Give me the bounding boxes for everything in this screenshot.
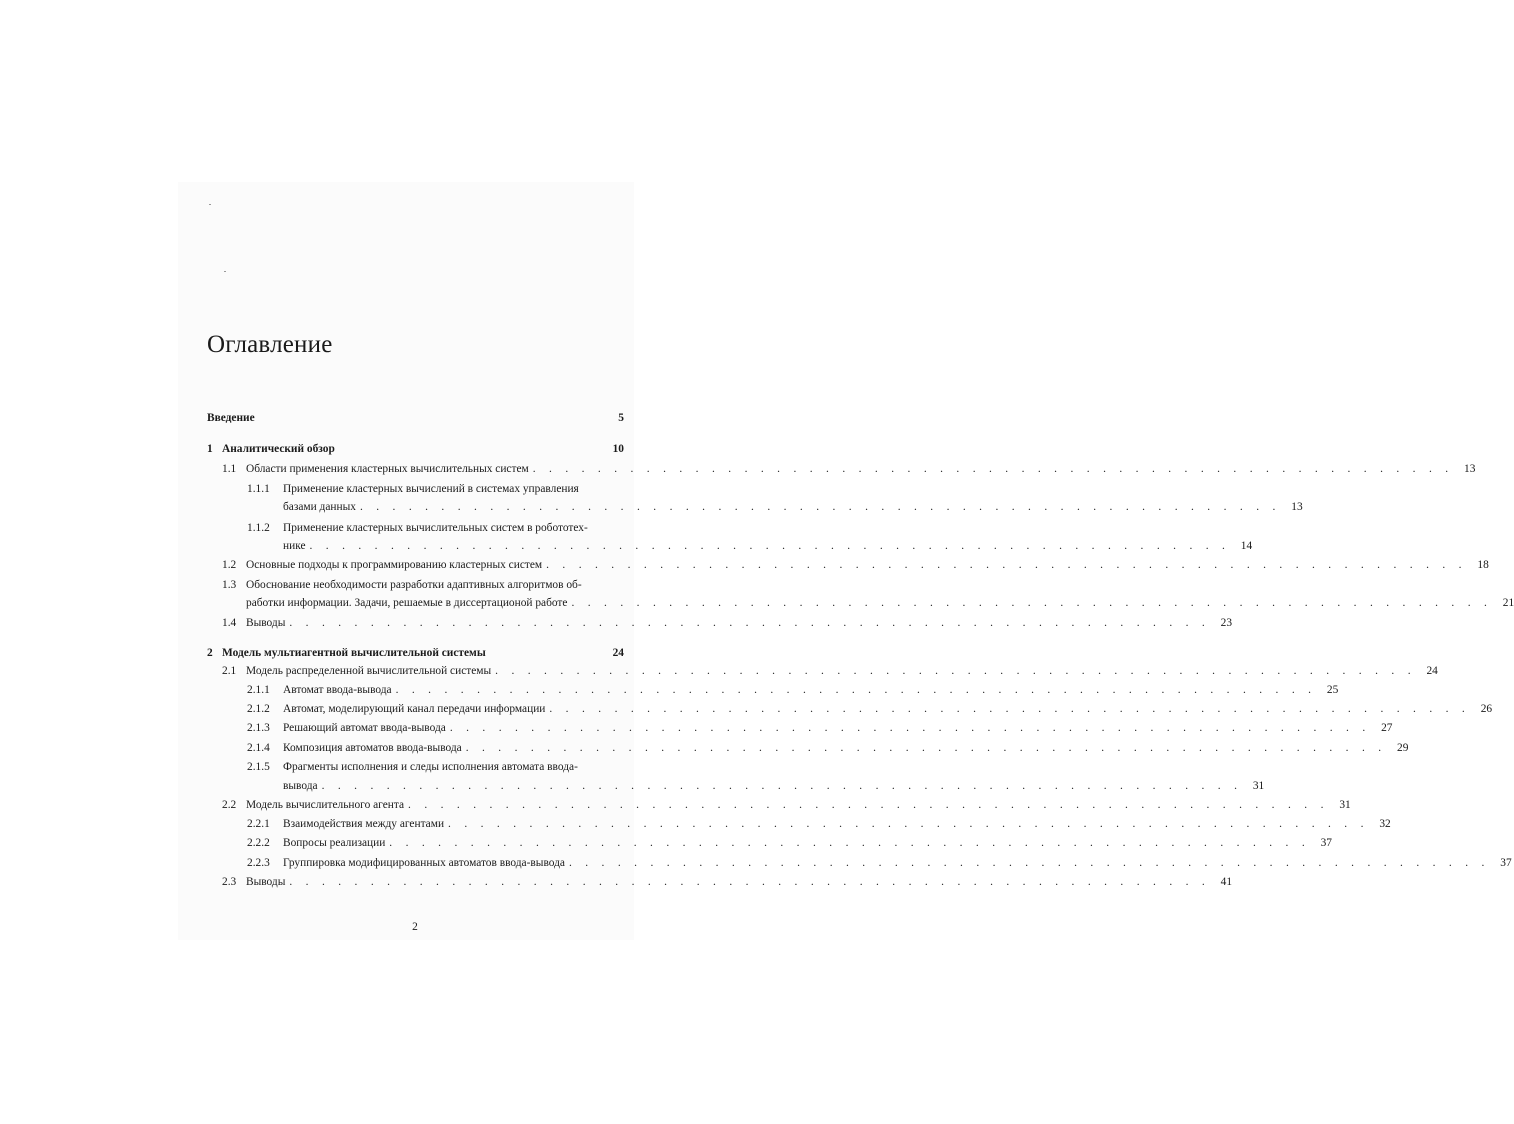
toc-entry-page: 29: [1397, 742, 1409, 754]
toc-entry-page: 24: [1426, 665, 1438, 677]
toc-entry-page: 37: [1320, 837, 1332, 849]
toc-entry[interactable]: [222, 462, 1476, 476]
page-title: Оглавление: [207, 331, 333, 358]
toc-entry[interactable]: [247, 817, 1391, 831]
dot-leader: . . . . . . . . . . . . . . . . . . . . . . . . . . . . . . . . . . . . . . . . . . . . . . . . . . . . . . . . .: [546, 559, 1467, 571]
toc-entry[interactable]: [222, 558, 1489, 572]
toc-entry-page: 13: [1464, 463, 1476, 475]
dot-leader: . . . . . . . . . . . . . . . . . . . . . . . . . . . . . . . . . . . . . . . . . . . . . . . . . . . . . . . . .: [448, 818, 1369, 830]
toc-entry[interactable]: [247, 683, 1339, 697]
toc-entry-number: 2.2: [222, 799, 237, 811]
toc-entry-number: 2.1.1: [247, 684, 270, 696]
toc-entry-title: Автомат ввода-вывода: [283, 684, 392, 696]
toc-entry[interactable]: [283, 500, 1303, 514]
dot-leader: . . . . . . . . . . . . . . . . . . . . . . . . . . . . . . . . . . . . . . . . . . . . . . . . . . . . . . . . .: [549, 703, 1471, 715]
toc-entry[interactable]: [247, 521, 624, 535]
toc-entry-page: 5: [618, 412, 624, 424]
toc-entry-number: 1.4: [222, 617, 237, 629]
toc-entry-page: 31: [1252, 780, 1265, 792]
toc-entry-title: Модель вычислительного агента: [246, 799, 405, 811]
toc-entry-title: нике: [283, 540, 306, 552]
toc-entry[interactable]: [207, 411, 624, 425]
toc-entry[interactable]: [247, 760, 624, 774]
toc-entry[interactable]: [207, 442, 624, 456]
toc-entry-title: Основные подходы к программированию кластерных систем: [246, 559, 543, 571]
toc-entry-title: Фрагменты исполнения и следы исполнения автомата ввода-: [283, 761, 578, 773]
toc-entry-page: 26: [1480, 703, 1493, 715]
toc-entry-page: 14: [1240, 540, 1253, 552]
toc-entry-page: 13: [1291, 501, 1303, 513]
toc-entry[interactable]: [247, 702, 1493, 716]
dot-leader: . . . . . . . . . . . . . . . . . . . . . . . . . . . . . . . . . . . . . . . . . . . . . . . . . . . . . . . . .: [449, 722, 1371, 734]
toc-entry-title: Обоснование необходимости разработки адаптивных алгоритмов об-: [246, 579, 582, 591]
dot-leader: . . . . . . . . . . . . . . . . . . . . . . . . . . . . . . . . . . . . . . . . . . . . . . . . . . . . . . . . .: [571, 597, 1493, 609]
toc-entry[interactable]: [222, 875, 1233, 889]
toc-entry-title: Композиция автоматов ввода-вывода: [283, 742, 462, 754]
dot-leader: . . . . . . . . . . . . . . . . . . . . . . . . . . . . . . . . . . . . . . . . . . . . . . . . . . . . . . . . .: [289, 617, 1211, 629]
dot-leader: . . . . . . . . . . . . . . . . . . . . . . . . . . . . . . . . . . . . . . . . . . . . . . . . . . . . . . . . .: [495, 665, 1416, 677]
toc-entry[interactable]: [247, 721, 1393, 735]
toc-entry[interactable]: [246, 596, 1514, 610]
dot-leader: . . . . . . . . . . . . . . . . . . . . . . . . . . . . . . . . . . . . . . . . . . . . . . . . . . . . . . . . .: [309, 540, 1231, 552]
toc-entry-page: 21: [1502, 597, 1514, 609]
toc-entry-title: работки информации. Задачи, решаемые в диссертационой работе: [246, 597, 568, 609]
toc-entry-number: 2.2.3: [247, 857, 270, 869]
toc-entry-title: Выводы: [246, 617, 286, 629]
toc-entry-number: 2.2.2: [247, 837, 270, 849]
page-number: 2: [412, 921, 418, 933]
toc-entry-title: вывода: [283, 780, 318, 792]
toc-entry[interactable]: [207, 646, 624, 660]
dot-leader: . . . . . . . . . . . . . . . . . . . . . . . . . . . . . . . . . . . . . . . . . . . . . . . . . . . . . . . . .: [389, 837, 1310, 849]
toc-entry-number: 1.1.1: [247, 483, 270, 495]
toc-entry-number: 1.2: [222, 559, 237, 571]
toc-entry-page: 25: [1326, 684, 1339, 696]
dot-leader: . . . . . . . . . . . . . . . . . . . . . . . . . . . . . . . . . . . . . . . . . . . . . . . . . . . . . . . . .: [359, 501, 1281, 513]
toc-entry-title: Выводы: [246, 876, 286, 888]
toc-entry-page: 24: [612, 647, 624, 659]
toc-entry-number: 1.3: [222, 579, 237, 591]
toc-entry-page: 18: [1477, 559, 1489, 571]
toc-entry-number: 2.1: [222, 665, 237, 677]
toc-entry-number: 2: [207, 647, 213, 659]
toc-entry[interactable]: [247, 836, 1332, 850]
toc-entry[interactable]: [247, 482, 624, 496]
toc-entry-title: Вопросы реализации: [283, 837, 386, 849]
toc-entry-title: Модель распределенной вычислительной системы: [246, 665, 492, 677]
toc-entry-page: 10: [612, 443, 624, 455]
toc-entry[interactable]: [283, 779, 1265, 793]
dot-leader: . . . . . . . . . . . . . . . . . . . . . . . . . . . . . . . . . . . . . . . . . . . . . . . . . . . . . . . . .: [465, 742, 1387, 754]
toc-entry[interactable]: [222, 798, 1351, 812]
toc-entry-title: Группировка модифицированных автоматов ввода-вывода: [283, 857, 565, 869]
toc-entry-title: Применение кластерных вычислений в системах управления: [283, 483, 579, 495]
dot-leader: . . . . . . . . . . . . . . . . . . . . . . . . . . . . . . . . . . . . . . . . . . . . . . . . . . . . . . . . .: [408, 799, 1329, 811]
toc-entry-number: 2.3: [222, 876, 237, 888]
toc-entry-page: 31: [1339, 799, 1351, 811]
toc-entry-title: Аналитический обзор: [222, 443, 335, 455]
toc-entry-page: 27: [1381, 722, 1393, 734]
toc-entry-number: 1.1: [222, 463, 237, 475]
toc-entry-title: Взаимодействия между агентами: [283, 818, 445, 830]
toc-entry-title: Введение: [207, 412, 255, 424]
toc-entry-title: Решающий автомат ввода-вывода: [283, 722, 446, 734]
dot-leader: . . . . . . . . . . . . . . . . . . . . . . . . . . . . . . . . . . . . . . . . . . . . . . . . . . . . . . . . .: [532, 463, 1454, 475]
dot-leader: . . . . . . . . . . . . . . . . . . . . . . . . . . . . . . . . . . . . . . . . . . . . . . . . . . . . . . . . .: [568, 857, 1490, 869]
dot-leader: . . . . . . . . . . . . . . . . . . . . . . . . . . . . . . . . . . . . . . . . . . . . . . . . . . . . . . . . .: [395, 684, 1317, 696]
toc-entry-number: 2.1.3: [247, 722, 270, 734]
toc-entry-title: Области применения кластерных вычислительных систем: [246, 463, 529, 475]
toc-entry-title: базами данных: [283, 501, 356, 513]
toc-entry[interactable]: [247, 741, 1409, 755]
toc-entry[interactable]: [247, 856, 1512, 870]
toc-entry[interactable]: [283, 539, 1253, 553]
dot-leader: . . . . . . . . . . . . . . . . . . . . . . . . . . . . . . . . . . . . . . . . . . . . . . . . . . . . . . . . .: [321, 780, 1243, 792]
toc-entry-page: 41: [1220, 876, 1233, 888]
toc-entry-number: 2.2.1: [247, 818, 270, 830]
toc-entry-number: 2.1.2: [247, 703, 270, 715]
toc-entry-title: Модель мультиагентной вычислительной системы: [222, 647, 486, 659]
toc-entry[interactable]: [222, 578, 624, 592]
dot-leader: . . . . . . . . . . . . . . . . . . . . . . . . . . . . . . . . . . . . . . . . . . . . . . . . . . . . . . . . .: [289, 876, 1211, 888]
toc-entry-page: 32: [1379, 818, 1391, 830]
toc-entry-title: Применение кластерных вычислительных систем в робототех-: [283, 522, 588, 534]
toc-entry-number: 2.1.5: [247, 761, 270, 773]
toc-entry-number: 2.1.4: [247, 742, 270, 754]
toc-entry-title: Автомат, моделирующий канал передачи информации: [283, 703, 546, 715]
toc-entry-number: 1.1.2: [247, 522, 270, 534]
toc-entry-page: 37: [1500, 857, 1512, 869]
toc-entry-number: 1: [207, 443, 213, 455]
toc-entry[interactable]: [222, 664, 1438, 678]
toc-entry[interactable]: [222, 616, 1233, 630]
toc-entry-page: 23: [1220, 617, 1233, 629]
